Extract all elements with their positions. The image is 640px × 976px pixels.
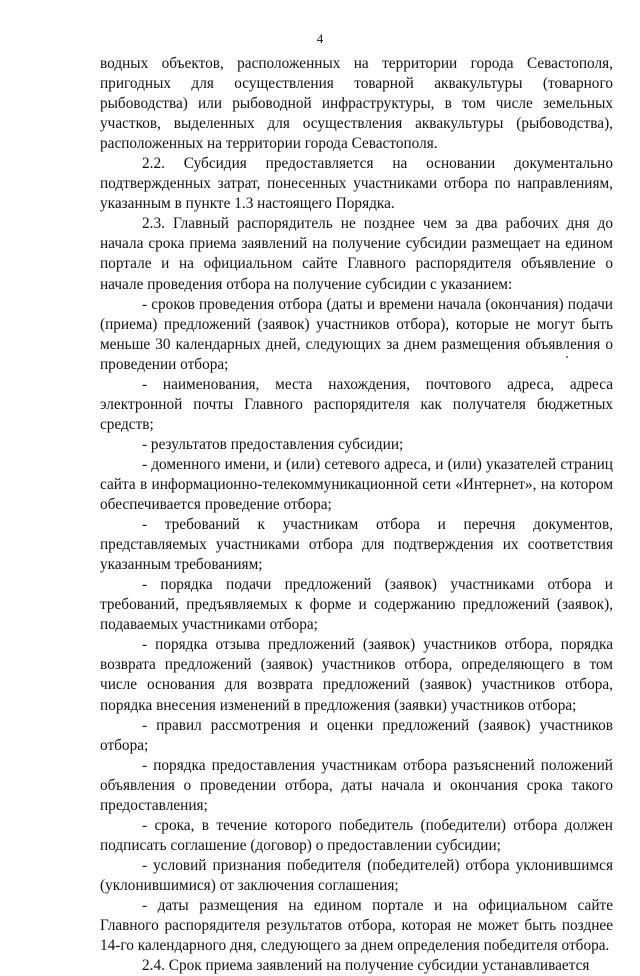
list-item-withdrawal: - порядка отзыва предложений (заявок) участников отбора, порядка возврата предложений (заявок) участников отбора, определяющего в том числе основания для возврата предложений (заявок) участников отбора, порядка внесения изменений в предложения (заявки) участников отбора;	[100, 636, 613, 714]
paragraph-2-4: 2.4. Срок приема заявлений на получение субсидии устанавливается	[142, 957, 590, 975]
list-item-results: - результатов предоставления субсидии;	[142, 435, 404, 453]
list-item-clarifications: - порядка предоставления участникам отбора разъяснений положений объявления о проведении отбора, даты начала и окончания срока такого предоставления;	[100, 756, 613, 814]
list-item-domain: - доменного имени, и (или) сетевого адреса, и (или) указателей страниц сайта в информационно-телекоммуникационной сети «Интернет», на котором обеспечивается проведение отбора;	[100, 455, 613, 514]
list-item-contacts: - наименования, места нахождения, почтового адреса, адреса электронной почты Главного распорядителя как получателя бюджетных средств;	[100, 375, 613, 433]
document-body	[100, 54, 613, 976]
list-item-submission: - порядка подачи предложений (заявок) участниками отбора и требований, предъявляемых к форме и содержанию предложений (заявок), подаваемых участниками отбора;	[100, 576, 613, 634]
page-number: 4	[316, 31, 324, 46]
list-item-deadlines: - сроков проведения отбора (даты и времени начала (окончания) подачи (приема) предложений (заявок) участников отбора), которые не могут быть меньше 30 календарных дней, следующих за днем размещения объявления о проведении отбора;	[100, 295, 613, 373]
list-item-publication: - даты размещения на едином портале и на официальном сайте Главного распорядителя результатов отбора, которая не может быть позднее 14-го календарного дня, следующего за днем определения победителя отбора.	[100, 896, 613, 955]
list-item-evasion: - условий признания победителя (победителей) отбора уклонившимся (уклонившимися) от заключения соглашения;	[100, 856, 613, 894]
list-item-evaluation: - правил рассмотрения и оценки предложений (заявок) участников отбора;	[100, 716, 613, 754]
list-item-agreement-term: - срока, в течение которого победитель (победители) отбора должен подписать соглашение (договор) о предоставлении субсидии;	[100, 816, 613, 854]
paragraph-2-3: 2.3. Главный распорядитель не позднее чем за два рабочих дня до начала срока приема заявлений на получение субсидии размещает на едином портале и на официальном сайте Главного распорядителя объявление о начале проведения отбора на получение субсидии с указанием:	[100, 215, 613, 293]
list-item-requirements: - требований к участникам отбора и перечня документов, представляемых участниками отбора для подтверждения их соответствия указанным требованиям;	[100, 516, 613, 574]
scan-speck	[566, 356, 568, 358]
paragraph-continuation: водных объектов, расположенных на территории города Севастополя, пригодных для осуществления товарной аквакультуры (товарного рыбоводства) или рыбоводной инфраструктуры, в том числе земельных участков, выделенных для осуществления аквакультуры (рыбоводства), расположенных на территории города Севастополя.	[100, 55, 613, 153]
paragraph-2-2: 2.2. Субсидия предоставляется на основании документально подтвержденных затрат, понесенных участниками отбора по направлениям, указанным в пункте 1.3 настоящего Порядка.	[100, 155, 613, 213]
